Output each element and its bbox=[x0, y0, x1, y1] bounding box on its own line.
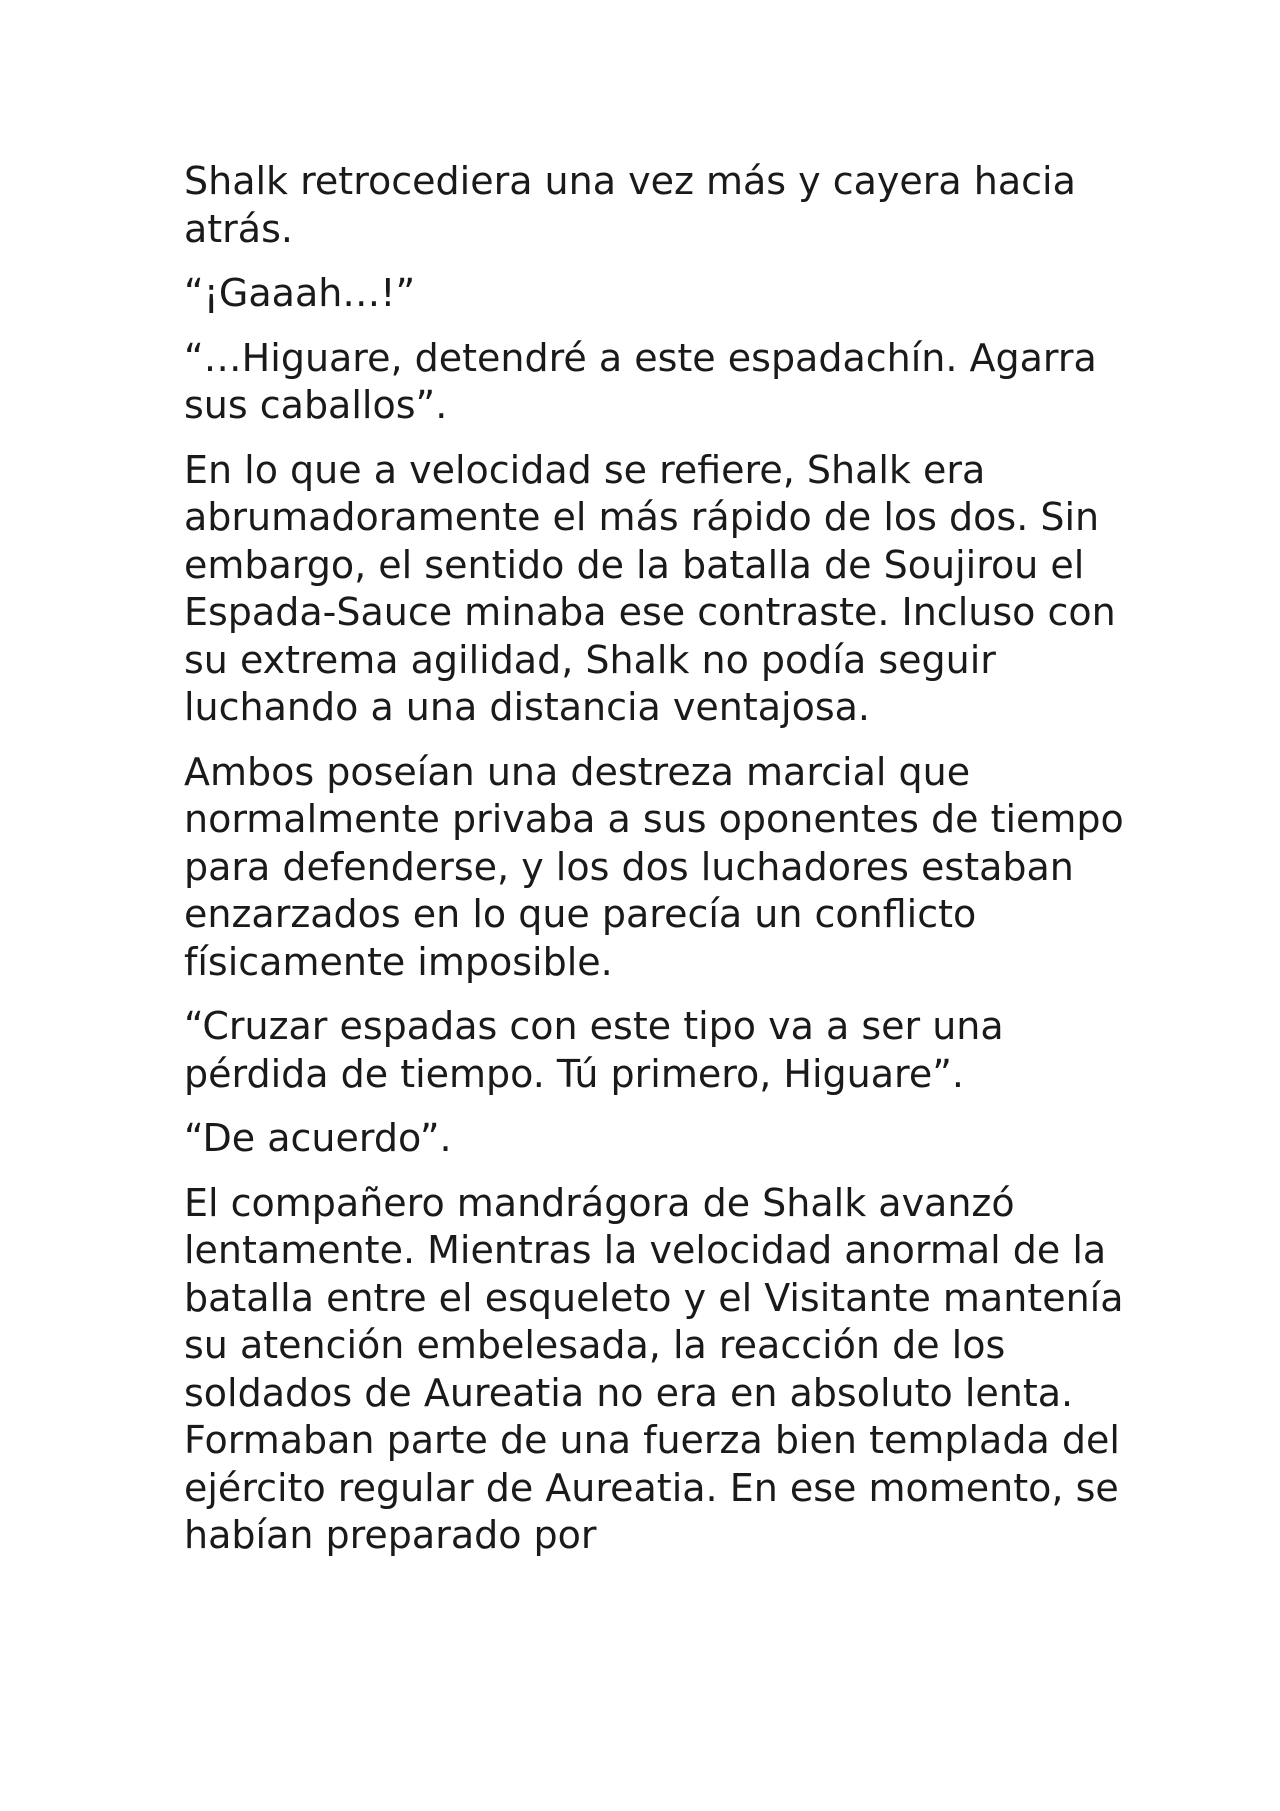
paragraph: “…Higuare, detendré a este espadachín. Agarra sus caballos”. bbox=[184, 335, 1097, 427]
paragraph: “Cruzar espadas con este tipo va a ser una pérdida de tiempo. Tú primero, Higuare”. bbox=[184, 1004, 1004, 1096]
paragraph: “De acuerdo”. bbox=[184, 1116, 452, 1160]
document-page bbox=[184, 158, 1124, 1577]
paragraph: En lo que a velocidad se refiere, Shalk era abrumadoramente el más rápido de los dos. Sin embargo, el sentido de la batalla de Soujirou el Espada-Sauce minaba ese contraste. Incluso con su extrema agilidad, Shalk no podía seguir luchando a una distancia ventajosa. bbox=[184, 447, 1116, 729]
paragraph: Ambos poseían una destreza marcial que normalmente privaba a sus oponentes de tiempo para defenderse, y los dos luchadores estaban enzarzados en lo que parecía un conflicto físicamente imposible. bbox=[184, 749, 1124, 984]
paragraph: “¡Gaaah…!” bbox=[184, 271, 416, 315]
paragraph: El compañero mandrágora de Shalk avanzó lentamente. Mientras la velocidad anormal de la batalla entre el esqueleto y el Visitante mantenía su atención embelesada, la reacción de los soldados de Aureatia no era en absoluto lenta. Formaban parte de una fuerza bien templada del ejército regular de Aureatia. En ese momento, se habían preparado por bbox=[184, 1180, 1124, 1557]
paragraph: Shalk retrocediera una vez más y cayera hacia atrás. bbox=[184, 159, 1076, 251]
